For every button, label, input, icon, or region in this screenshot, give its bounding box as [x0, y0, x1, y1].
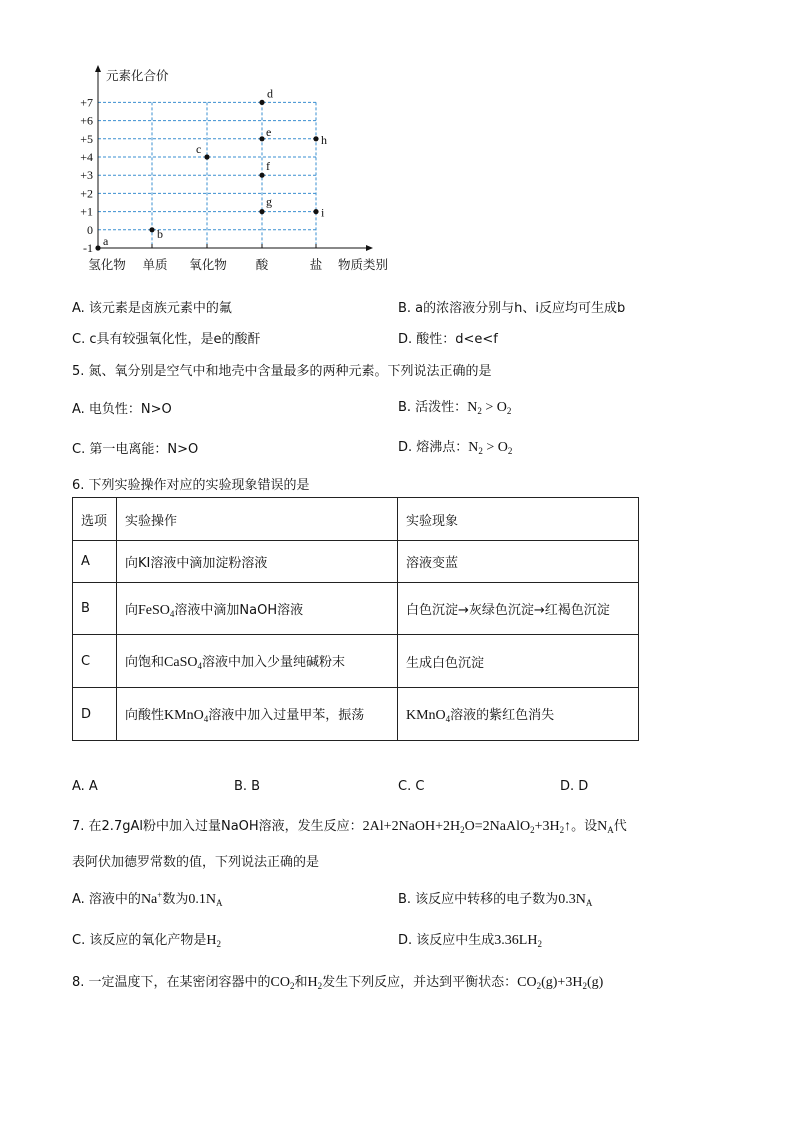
- op-prefix: 向饱和: [125, 655, 165, 670]
- formula-na-ion: Na+: [140, 890, 163, 907]
- x-category-label: 酸: [255, 257, 269, 272]
- chart-grid: [98, 102, 318, 248]
- data-point-f: [259, 173, 264, 178]
- q5-option-d[interactable]: [398, 436, 512, 456]
- q5-option-d-label: D. 熔沸点：: [398, 440, 469, 455]
- chart-axes: [95, 65, 388, 272]
- chart-points: [95, 86, 327, 250]
- table-row: [73, 541, 639, 583]
- y-axis-label: 元素化合价: [106, 68, 169, 83]
- table-cell-operation: [117, 583, 398, 635]
- formula-kmno4: KMnO$_4$: [406, 708, 451, 724]
- table-cell-option: C: [73, 635, 117, 688]
- q8-stem-and: 和: [294, 975, 308, 990]
- table-cell-option: B: [73, 583, 117, 635]
- data-point-label-h: h: [321, 132, 327, 147]
- chart-tick-labels: [80, 95, 93, 255]
- phen-suffix: 溶液的紫红色消失: [450, 708, 555, 723]
- data-point-h: [313, 136, 318, 141]
- q7-option-c[interactable]: [72, 929, 221, 949]
- data-point-label-d: d: [267, 86, 273, 101]
- q7-option-a-mid: 数为: [162, 892, 189, 907]
- data-point-g: [259, 209, 264, 214]
- q5-stem: 5. 氮、氧分别是空气中和地壳中含量最多的两种元素。下列说法正确的是: [72, 364, 492, 379]
- x-axis-arrow-icon: [366, 245, 373, 251]
- data-point-label-c: c: [196, 142, 202, 156]
- op-suffix: 溶液中加入过量甲苯，振荡: [208, 708, 365, 723]
- q7-stem-suffix: 代: [613, 819, 627, 834]
- data-point-c: [204, 154, 209, 159]
- x-category-label: 氢化物: [88, 257, 126, 272]
- data-point-b: [149, 227, 154, 232]
- q7-option-a[interactable]: [72, 888, 222, 908]
- table-header-phenomenon: 实验现象: [398, 498, 639, 541]
- q4-option-a[interactable]: A. 该元素是卤族元素中的氟: [72, 301, 232, 316]
- data-point-label-f: f: [266, 159, 270, 174]
- q5-option-c[interactable]: C. 第一电离能：N>O: [72, 442, 199, 457]
- formula-h2: $H_2$: [307, 975, 323, 991]
- data-point-label-b: b: [157, 226, 163, 241]
- x-category-label: 盐: [309, 257, 323, 272]
- q4-option-b[interactable]: B. a的浓溶液分别与h、i反应均可生成b: [398, 301, 626, 316]
- q6-experiment-table: [72, 497, 639, 741]
- table-cell-option: D: [73, 688, 117, 741]
- formula-0.3na: $0.3N_A$: [558, 892, 593, 908]
- q6-answer-a[interactable]: A. A: [72, 779, 98, 794]
- q7-equation: $2Al+2NaOH+2H_2O=2NaAlO_2+3H_2↑$: [362, 819, 572, 835]
- y-tick-label: +5: [80, 131, 93, 146]
- table-header-option: 选项: [73, 498, 117, 541]
- q4-option-c[interactable]: C. c具有较强氧化性，是e的酸酐: [72, 332, 261, 347]
- table-cell-option: A: [73, 541, 117, 583]
- table-cell-phenomenon: 白色沉淀→灰绿色沉淀→红褐色沉淀: [398, 583, 639, 635]
- q4-option-d[interactable]: D. 酸性：d<e<f: [398, 332, 498, 347]
- table-cell-operation: 向KI溶液中滴加淀粉溶液: [117, 541, 398, 583]
- data-point-e: [259, 136, 264, 141]
- table-header-operation: 实验操作: [117, 498, 398, 541]
- formula-h2: $H_2$: [206, 933, 221, 949]
- q7-option-d[interactable]: [398, 929, 542, 949]
- op-suffix: 溶液中加入少量纯碱粉末: [201, 655, 345, 670]
- q7-stem-line2: 表阿伏加德罗常数的值，下列说法正确的是: [72, 855, 320, 870]
- q7-option-b-label: B. 该反应中转移的电子数为: [398, 892, 559, 907]
- table-row: [73, 583, 639, 635]
- table-cell-phenomenon: 溶液变蓝: [398, 541, 639, 583]
- table-row: [73, 688, 639, 741]
- y-tick-label: +2: [80, 186, 93, 201]
- q6-answer-d[interactable]: D. D: [560, 779, 589, 794]
- table-header-row: [73, 498, 639, 541]
- q7-stem-mid: 。设: [571, 819, 598, 834]
- y-tick-label: +4: [80, 150, 93, 164]
- y-tick-label: +6: [80, 113, 93, 128]
- y-tick-label: +7: [80, 95, 93, 110]
- formula-kmno4: KMnO$_4$: [164, 708, 209, 724]
- valence-chart: [0, 0, 794, 290]
- q5-option-a[interactable]: A. 电负性：N>O: [72, 402, 172, 417]
- x-category-label: 单质: [142, 257, 168, 272]
- chart-category-labels: [88, 257, 323, 272]
- formula-3.36l-h2: $3.36LH_2$: [494, 933, 542, 949]
- formula-co2: $CO_2$: [270, 975, 295, 991]
- formula-caso4: CaSO$_4$: [164, 655, 202, 671]
- q8-stem-suffix: 发生下列反应，并达到平衡状态：: [322, 975, 518, 990]
- table-cell-phenomenon: [398, 688, 639, 741]
- y-tick-label: +3: [80, 168, 93, 183]
- q5-option-b-formula: $N_2 > O_2$: [467, 400, 512, 416]
- y-tick-label: -1: [83, 241, 93, 255]
- data-point-a: [95, 245, 100, 250]
- q6-answer-b[interactable]: B. B: [234, 779, 261, 794]
- data-point-label-i: i: [321, 205, 325, 220]
- y-axis-arrow-icon: [95, 65, 101, 72]
- y-tick-label: +1: [80, 204, 93, 219]
- x-category-label: 氧化物: [189, 257, 227, 272]
- data-point-label-e: e: [266, 124, 272, 139]
- op-prefix: 向: [125, 602, 139, 618]
- q7-option-a-label: A. 溶液中的: [72, 892, 141, 907]
- op-prefix: 向酸性: [125, 708, 165, 723]
- q7-stem-line1: [72, 815, 627, 835]
- q8-stem: [72, 971, 603, 991]
- q7-na-symbol: $N_A$: [597, 819, 614, 835]
- table-cell-operation: [117, 688, 398, 741]
- data-point-d: [259, 100, 264, 105]
- q7-stem-prefix: 7. 在2.7gAl粉中加入过量NaOH溶液，发生反应：: [72, 819, 363, 834]
- q5-option-b[interactable]: [398, 396, 511, 416]
- formula-0.1na: $0.1N_A$: [188, 892, 223, 908]
- formula-feso4: FeSO$_4$: [138, 602, 175, 619]
- x-axis-label: 物质类别: [338, 257, 389, 272]
- q5-option-b-label: B. 活泼性：: [398, 400, 468, 415]
- table-row: [73, 635, 639, 688]
- q7-option-b[interactable]: [398, 888, 592, 908]
- q6-answer-c[interactable]: C. C: [398, 779, 425, 794]
- data-point-i: [313, 209, 318, 214]
- q8-stem-prefix: 8. 一定温度下，在某密闭容器中的: [72, 975, 271, 990]
- data-point-label-g: g: [266, 194, 272, 209]
- data-point-label-a: a: [103, 234, 109, 248]
- y-tick-label: 0: [87, 222, 93, 237]
- q7-option-c-label: C. 该反应的氧化产物是: [72, 933, 207, 948]
- q6-stem: 6. 下列实验操作对应的实验现象错误的是: [72, 478, 310, 493]
- table-cell-phenomenon: 生成白色沉淀: [398, 635, 639, 688]
- table-cell-operation: [117, 635, 398, 688]
- q7-option-d-label: D. 该反应中生成: [398, 933, 495, 948]
- q8-equation: $CO_2(g)+3H_2(g)$: [517, 975, 604, 991]
- op-suffix: 溶液中滴加NaOH溶液: [174, 602, 304, 618]
- q5-option-d-formula: $N_2 > O_2$: [468, 440, 513, 456]
